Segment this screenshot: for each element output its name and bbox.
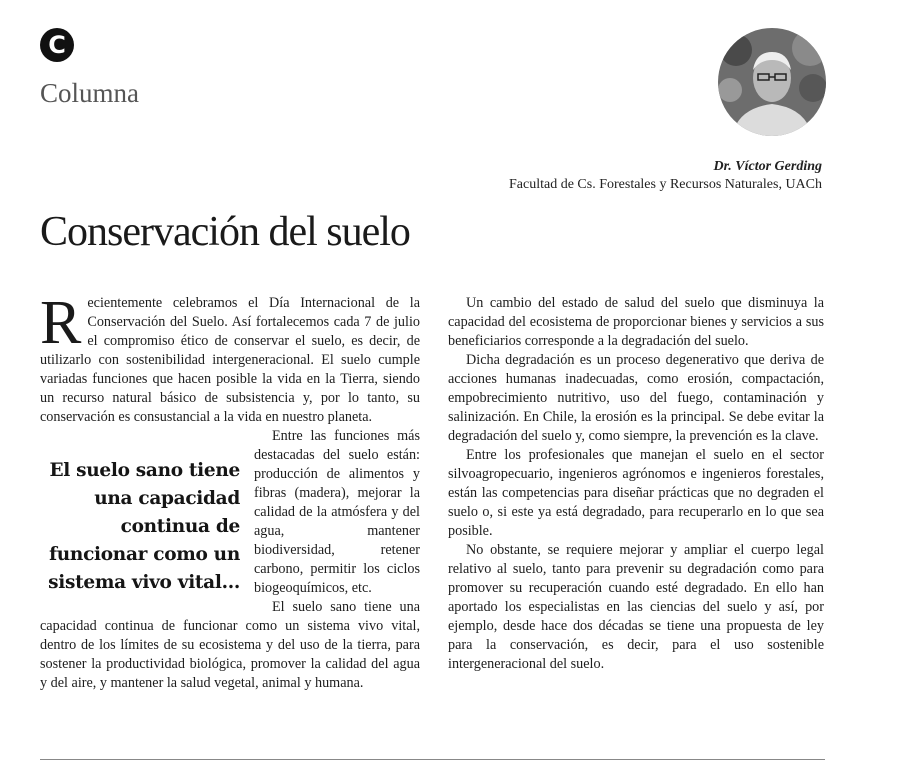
pull-quote: El suelo sano tiene una capacidad continua de funcionar como un sistema vivo vital... — [48, 460, 240, 593]
author-name: Dr. Víctor Gerding — [713, 159, 822, 174]
author-photo — [718, 28, 826, 136]
headline: Conservación del suelo — [40, 209, 410, 255]
bottom-divider — [40, 759, 825, 760]
author-affiliation: Facultad de Cs. Forestales y Recursos Naturales, UACh — [509, 177, 822, 192]
left-column — [40, 289, 420, 693]
author-byline — [509, 158, 822, 194]
right-paragraph-3: Entre los profesionales que manejan el suelo en el sector silvoagropecuario, ingenieros agrónomos e ingenieros forestales, están las competencias para diseñar prácticas que no degraden el suelo o, si este ya está degradado, para recuperarlo en lo que sea posible. — [448, 447, 824, 539]
left-paragraph-1 — [40, 289, 420, 427]
right-paragraph-4: No obstante, se requiere mejorar y ampliar el cuerpo legal relativo al suelo, tanto para prevenir su degradación como para promover su recuperación cuando esté degradado. En ello han aportado los especialistas en las ciencias del suelo y así, por ejemplo, desde hace dos décadas se tiene una propuesta de ley para la conservación, es decir, para el uso sostenible intergeneracional del suelo. — [448, 542, 824, 672]
left-paragraph-2: Entre las funciones más destacadas del suelo están: producción de alimentos y fibras (madera), mejorar la calidad de la atmósfera y del agua, mantener biodiversidad, retener carbono, permitir los ciclos biogeoquímicos, etc. — [254, 428, 420, 596]
right-paragraph-2: Dicha degradación es un proceso degenerativo que deriva de acciones humanas inadecuadas, como erosión, compactación, empobrecimiento nutritivo, uso del fuego, contaminación y salinización. En Chile, la erosión es la principal. Se debe evitar la degradación del suelo y, como siempre, la prevención es la clave. — [448, 352, 824, 444]
right-paragraph-1: Un cambio del estado de salud del suelo que disminuya la capacidad del ecosistema de proporcionar bienes y servicios a sus beneficiarios corresponde a la degradación del suelo. — [448, 295, 824, 349]
right-column — [448, 294, 824, 674]
drop-cap: R — [40, 289, 82, 357]
left-paragraph-1-text: ecientemente celebramos el Día Internacional de la Conservación del Suelo. Así fortalecemos cada 7 de julio el compromiso ético de conservar el suelo, es decir, de utilizarlo con sostenibilidad intergeneracional. El suelo cumple variadas funciones que hacen posible la vida en la Tierra, siendo un recurso natural básico de subsistencia y, por lo tanto, su conservación es consustancial a la vida en nuestro planeta. — [40, 295, 420, 425]
section-badge: C — [40, 28, 74, 62]
author-portrait-icon — [718, 28, 826, 136]
left-paragraph-3: El suelo sano tiene una capacidad continua de funcionar como un sistema vivo vital, dentro de los límites de su ecosistema y del uso de la tierra, para sostener la productividad biológica, promover la calidad del agua y del aire, y mantener la salud vegetal, animal y humana. — [40, 599, 420, 691]
section-label: Columna — [40, 78, 139, 108]
